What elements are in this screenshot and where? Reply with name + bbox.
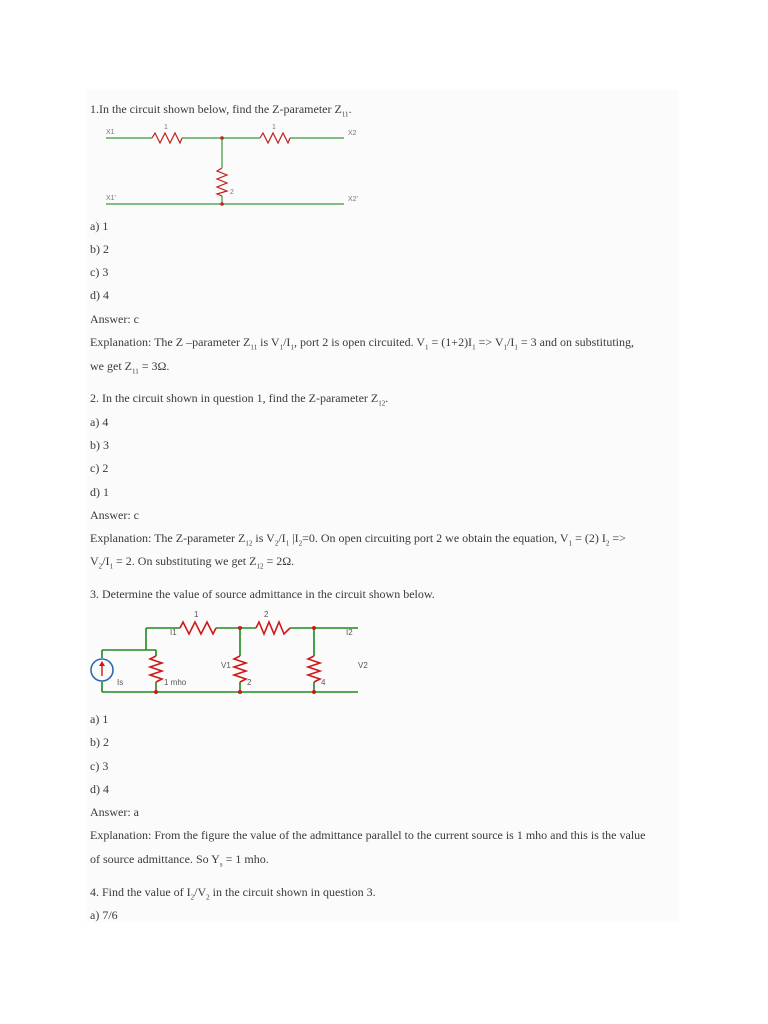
q3-label-is: Is <box>117 678 124 687</box>
q3-option-b: b) 2 <box>90 735 109 749</box>
q4-option-a: a) 7/6 <box>90 908 118 922</box>
q1-option-a: a) 1 <box>90 219 109 233</box>
q1-explanation-line1: Explanation: The Z –parameter $Z_{11}$ is $V_1/I_1$, port 2 is open circuited. $V_1 = (1+2)I_1 => V_1/I_1 = 3$ and on substituting, <box>90 335 634 352</box>
q1-explanation-line2: we get $Z_{11} = 3\Omega$. <box>90 359 170 376</box>
q3-resistor-right <box>308 656 320 682</box>
q3-current-source <box>91 659 113 681</box>
q3-circuit-diagram <box>88 606 380 702</box>
q1-option-d: d) 4 <box>90 288 109 302</box>
q3-label-v1: V1 <box>221 661 231 670</box>
q3-resistor-mid <box>234 656 246 682</box>
q1-option-b: b) 2 <box>90 242 109 256</box>
q3-option-c: c) 3 <box>90 759 109 773</box>
q3-label-mho: 1 mho <box>164 678 187 687</box>
q3-option-a: a) 1 <box>90 712 109 726</box>
q1-answer: Answer: c <box>90 312 139 326</box>
q3-label-v2: V2 <box>358 661 368 670</box>
q3-label-i2: I2 <box>346 628 353 637</box>
q1-label-x2p: X2' <box>348 196 358 203</box>
q3-answer: Answer: a <box>90 805 139 819</box>
q1-label-x1p: X1' <box>106 195 116 202</box>
q3-stem: 3. Determine the value of source admittance in the circuit shown below. <box>90 587 435 601</box>
q3-label-r-top-right: 2 <box>264 610 269 619</box>
q1-label-r-left: 1 <box>164 124 168 131</box>
content-panel <box>86 90 678 922</box>
q3-resistor-top-right <box>256 622 290 634</box>
q3-option-d: d) 4 <box>90 782 109 796</box>
q2-option-a: a) 4 <box>90 415 109 429</box>
q1-resistor-shunt <box>217 168 227 196</box>
q2-stem: 2. In the circuit shown in question 1, find the Z-parameter $Z_{12}$. <box>90 391 389 408</box>
q1-stem: 1.In the circuit shown below, find the Z-parameter $Z_{11}$. <box>90 102 352 119</box>
q3-label-i1: I1 <box>170 628 177 637</box>
q1-resistor-left <box>152 133 182 143</box>
q2-option-b: b) 3 <box>90 438 109 452</box>
q3-label-r-right: 4 <box>321 678 326 687</box>
q3-explanation-line2: of source admittance. So $Y_s = 1$ mho. <box>90 852 269 869</box>
q1-circuit-diagram <box>100 118 370 210</box>
q2-explanation-line2: $V_2/I_1 = 2$. On substituting we get $Z_{12} = 2\Omega$. <box>90 554 295 571</box>
q1-label-x2: X2 <box>348 130 357 137</box>
q2-option-c: c) 2 <box>90 461 109 475</box>
q1-option-c: c) 3 <box>90 265 109 279</box>
q3-resistor-mho <box>150 656 162 682</box>
q2-answer: Answer: c <box>90 508 139 522</box>
q3-label-r-top-left: 1 <box>194 610 199 619</box>
q2-option-d: d) 1 <box>90 485 109 499</box>
q3-resistor-top-left <box>180 622 216 634</box>
q2-explanation-line1: Explanation: The Z-parameter $Z_{12}$ is $V_2/I_1$ $|I_2=0$. On open circuiting port 2 we obtain the equation, $V_1 = (2) I_2$ => <box>90 531 626 548</box>
q1-label-r-right: 1 <box>272 124 276 131</box>
q1-label-x1: X1 <box>106 129 115 136</box>
q3-explanation-line1: Explanation: From the figure the value of the admittance parallel to the current source is 1 mho and this is the value <box>90 828 646 842</box>
q1-resistor-right <box>260 133 290 143</box>
q3-label-r-mid: 2 <box>247 678 252 687</box>
q1-label-r-shunt: 2 <box>230 189 234 196</box>
q4-stem: 4. Find the value of $I_2/V_2$ in the circuit shown in question 3. <box>90 885 376 902</box>
